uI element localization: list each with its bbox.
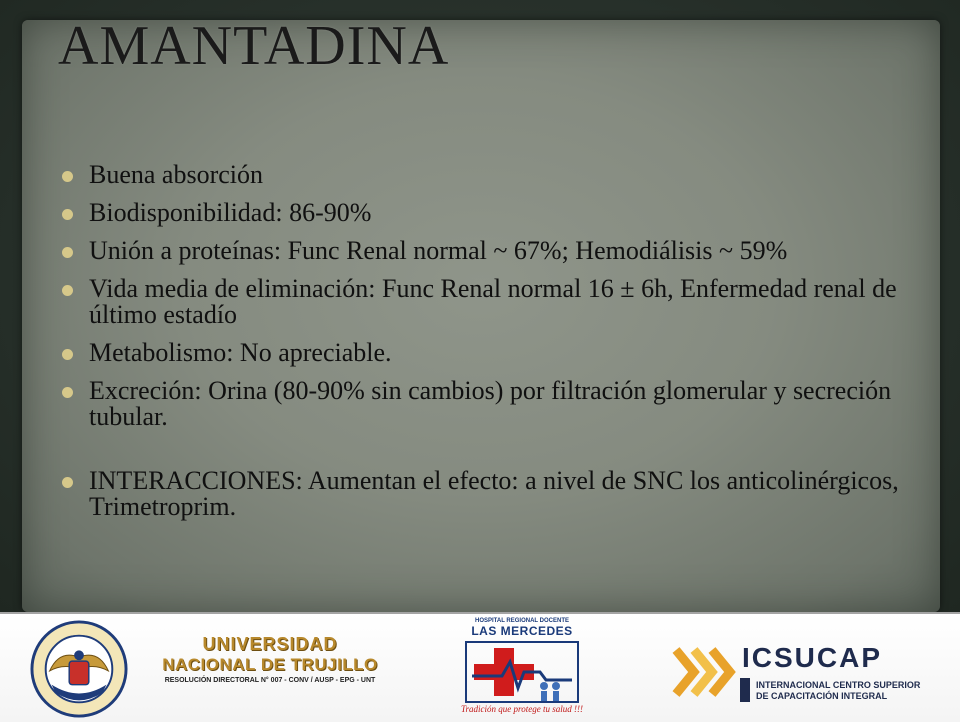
hospital-slogan: Tradición que protege tu salud !!! [461, 704, 583, 714]
bullet-item [62, 468, 902, 520]
bullet-dot-icon [62, 477, 73, 488]
bullet-dot-icon [62, 349, 73, 360]
bullet-text: Excreción: Orina (80-90% sin cambios) por filtración glomerular y secreción tubular. [89, 376, 892, 431]
icsucap-name: ICSUCAP [742, 642, 883, 673]
bullet-dot-icon [62, 247, 73, 258]
icsucap-subtitle [756, 680, 920, 702]
university-name-line2: NACIONAL DE TRUJILLO [162, 655, 378, 674]
slide-title: AMANTADINA [58, 15, 450, 77]
bullet-text: Biodisponibilidad: 86-90% [89, 198, 372, 227]
icsucap-logo [672, 636, 928, 706]
hospital-subtitle: HOSPITAL REGIONAL DOCENTE [474, 618, 569, 624]
bullet-item [62, 162, 902, 188]
icsucap-subtitle-line1: INTERNACIONAL CENTRO SUPERIOR [756, 680, 921, 690]
hospital-name: LAS MERCEDES [471, 624, 573, 638]
hospital-cross-icon [462, 638, 582, 706]
university-seal-logo [30, 620, 128, 718]
chevron-arrows-icon [672, 644, 738, 700]
bullet-item [62, 200, 902, 226]
bullet-item [62, 340, 902, 366]
icsucap-subtitle-line2: DE CAPACITACIÓN INTEGRAL [756, 691, 888, 701]
hospital-logo [448, 618, 596, 720]
bullet-text: Metabolismo: No apreciable. [89, 338, 392, 367]
university-name-line1: UNIVERSIDAD [202, 634, 338, 654]
logo-footer [0, 612, 960, 722]
bullet-text: INTERACCIONES: Aumentan el efecto: a nivel de SNC los anticolinérgicos, Trimetroprim. [89, 466, 899, 521]
bullet-item [62, 276, 902, 328]
university-wordmark [160, 634, 380, 684]
bullet-item [62, 378, 902, 430]
bullet-list [62, 162, 902, 532]
bullet-text: Unión a proteínas: Func Renal normal ~ 67%; Hemodiálisis ~ 59% [89, 236, 788, 265]
bullet-dot-icon [62, 387, 73, 398]
bullet-text: Buena absorción [89, 160, 264, 189]
icsucap-bar [740, 678, 750, 702]
bullet-dot-icon [62, 209, 73, 220]
bullet-dot-icon [62, 285, 73, 296]
bullet-item [62, 238, 902, 264]
university-resolution: RESOLUCIÓN DIRECTORAL N° 007 - CONV / AUSP - EPG - UNT [164, 677, 376, 684]
bullet-text: Vida media de eliminación: Func Renal normal 16 ± 6h, Enfermedad renal de último estadío [89, 274, 897, 329]
bullet-dot-icon [62, 171, 73, 182]
